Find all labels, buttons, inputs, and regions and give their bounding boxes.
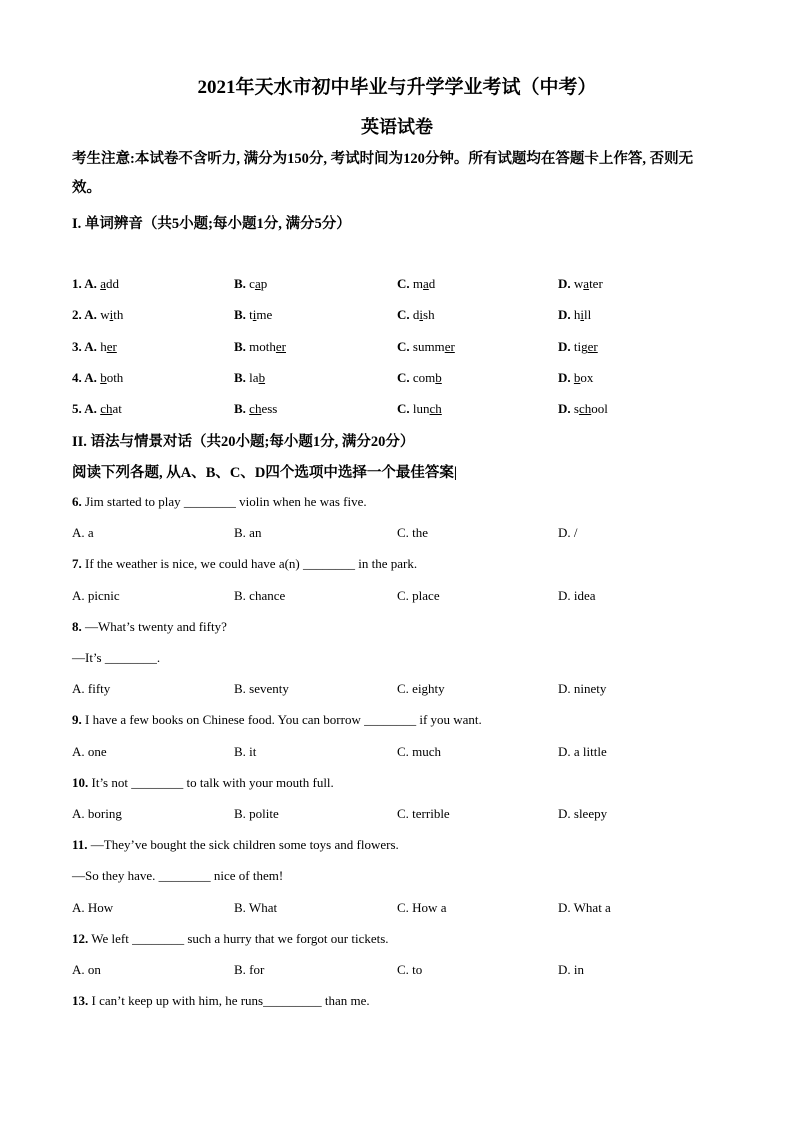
page-title: 2021年天水市初中毕业与升学学业考试（中考） xyxy=(197,77,597,98)
answer-option: C. place xyxy=(397,587,440,603)
answer-option: C. much xyxy=(397,743,442,759)
question-stem xyxy=(72,837,399,853)
question-text: If the weather is nice, we could have a(n) ________ in the park. xyxy=(81,556,418,572)
pronunciation-option xyxy=(397,307,435,323)
answer-option: A. on xyxy=(72,962,101,977)
answer-option: A. one xyxy=(72,743,107,759)
underlined-letters: b xyxy=(258,369,266,385)
question-stem xyxy=(72,650,160,666)
underlined-letters: ch xyxy=(100,401,113,417)
underlined-letters: ch xyxy=(429,401,442,417)
pronunciation-option xyxy=(397,370,442,386)
option-letter: C. xyxy=(397,276,413,291)
option-letter: A. xyxy=(84,369,101,385)
word-suffix: ool xyxy=(591,401,608,417)
pronunciation-option xyxy=(558,370,593,386)
option-letter: D. xyxy=(558,307,574,323)
underlined-letters: i xyxy=(252,307,257,323)
word-prefix: h xyxy=(573,307,581,323)
question-number: 13. xyxy=(72,993,89,1009)
option-letter: D. xyxy=(558,369,574,385)
word-suffix: dd xyxy=(105,276,119,291)
option-letter: B. xyxy=(234,338,250,354)
question-number: 4. xyxy=(72,369,85,385)
pronunciation-option xyxy=(558,307,591,323)
answer-option: D. a little xyxy=(558,743,607,759)
question-number: 10. xyxy=(72,774,89,790)
word-prefix: moth xyxy=(249,338,276,354)
question-text: —What’s twenty and fifty? xyxy=(81,618,227,634)
answer-option: C. the xyxy=(397,525,429,541)
option-letter: A. xyxy=(84,401,101,417)
word-prefix: lun xyxy=(412,401,430,417)
pronunciation-option xyxy=(558,339,598,355)
question-text: —They’ve bought the sick children some toys and flowers. xyxy=(87,837,399,853)
question-number: 2. xyxy=(72,307,85,323)
question-text: I have a few books on Chinese food. You can borrow ________ if you want. xyxy=(81,712,482,728)
question-stem xyxy=(72,931,389,947)
underlined-letters: er xyxy=(587,338,598,354)
question-text: I can’t keep up with him, he runs_________ than me. xyxy=(88,993,370,1009)
answer-option: C. to xyxy=(397,962,423,977)
answer-option: D. sleepy xyxy=(558,806,608,821)
pronunciation-option xyxy=(72,307,123,323)
word-prefix: tig xyxy=(573,338,588,354)
underlined-letters: b xyxy=(435,369,442,385)
word-suffix: sh xyxy=(423,307,435,323)
word-prefix: w xyxy=(573,276,584,291)
underlined-letters: a xyxy=(100,276,106,291)
word-prefix: t xyxy=(249,307,253,323)
underlined-letters: ch xyxy=(578,401,592,417)
option-letter: B. xyxy=(234,369,250,385)
pronunciation-option xyxy=(397,339,455,355)
option-letter: C. xyxy=(397,369,413,385)
word-prefix: s xyxy=(573,401,579,417)
question-stem xyxy=(72,712,482,728)
question-text: —It’s ________. xyxy=(72,650,161,665)
underlined-letters: a xyxy=(583,276,590,291)
word-suffix: d xyxy=(428,276,436,291)
option-letter: C. xyxy=(397,338,413,354)
question-number: 6. xyxy=(72,494,82,509)
word-prefix: h xyxy=(100,338,107,354)
word-prefix: c xyxy=(249,276,255,291)
pronunciation-option xyxy=(234,307,272,323)
word-suffix: ll xyxy=(584,307,592,323)
underlined-letters: a xyxy=(254,276,261,291)
question-stem xyxy=(72,556,417,572)
answer-option: D. / xyxy=(558,525,578,541)
answer-option: B. it xyxy=(234,743,257,759)
underlined-letters: i xyxy=(580,307,585,323)
underlined-letters: ch xyxy=(249,401,262,417)
question-stem xyxy=(72,993,370,1009)
answer-option: A. picnic xyxy=(72,587,120,603)
word-prefix: m xyxy=(412,276,424,291)
answer-option: B. chance xyxy=(234,587,286,603)
word-suffix: p xyxy=(260,276,268,291)
question-number: 8. xyxy=(72,618,82,634)
pronunciation-option xyxy=(72,401,122,417)
question-number: 7. xyxy=(72,556,82,572)
question-text: We left ________ such a hurry that we forgot our tickets. xyxy=(88,930,389,946)
question-text: It’s not ________ to talk with your mouth full. xyxy=(88,774,334,790)
word-prefix: w xyxy=(100,307,110,323)
option-letter: C. xyxy=(397,401,413,417)
question-stem xyxy=(72,494,367,510)
question-stem xyxy=(72,775,334,791)
pronunciation-option xyxy=(397,276,435,292)
underlined-letters: er xyxy=(106,338,117,354)
pronunciation-option xyxy=(234,339,286,355)
question-text: —So they have. ________ nice of them! xyxy=(72,868,284,884)
underlined-letters: b xyxy=(100,369,107,385)
word-prefix: la xyxy=(249,369,259,385)
option-letter: A. xyxy=(84,338,101,354)
option-letter: B. xyxy=(234,401,250,417)
answer-option: C. How a xyxy=(397,899,447,915)
answer-option: A. boring xyxy=(72,806,122,821)
exam-notice: 考生注意:本试卷不含听力, 满分为150分, 考试时间为120分钟。所有试题均在答题卡上作答, 否则无效。 xyxy=(72,151,694,196)
answer-option: D. ninety xyxy=(558,681,607,697)
underlined-letters: a xyxy=(423,276,429,291)
pronunciation-option xyxy=(234,401,277,417)
word-prefix: com xyxy=(412,369,436,385)
answer-option: C. terrible xyxy=(397,806,450,821)
pronunciation-option xyxy=(72,276,119,292)
section-2-heading: II. 语法与情景对话（共20小题;每小题1分, 满分20分） xyxy=(72,434,415,450)
word-prefix: summ xyxy=(412,338,445,354)
underlined-letters: i xyxy=(109,307,114,323)
word-suffix: at xyxy=(112,401,122,417)
underlined-letters: er xyxy=(444,338,455,354)
option-letter: B. xyxy=(234,276,250,291)
question-number: 12. xyxy=(72,930,89,946)
answer-option: D. idea xyxy=(558,587,596,603)
answer-option: D. What a xyxy=(558,899,611,915)
word-suffix: ess xyxy=(261,401,278,417)
option-letter: A. xyxy=(84,276,101,291)
option-letter: B. xyxy=(234,307,250,323)
pronunciation-option xyxy=(397,401,442,417)
word-suffix: ox xyxy=(580,369,594,385)
word-suffix: ter xyxy=(589,276,603,291)
answer-option: B. an xyxy=(234,525,262,541)
underlined-letters: i xyxy=(419,307,424,323)
pronunciation-option xyxy=(234,276,267,292)
word-prefix: d xyxy=(412,307,420,323)
pronunciation-option xyxy=(558,401,608,417)
answer-option: A. fifty xyxy=(72,681,111,697)
word-suffix: th xyxy=(113,307,124,323)
underlined-letters: er xyxy=(275,338,287,354)
answer-option: B. seventy xyxy=(234,681,289,697)
pronunciation-option xyxy=(558,276,603,292)
answer-option: A. How xyxy=(72,899,114,915)
answer-option: D. in xyxy=(558,962,584,977)
pronunciation-option xyxy=(234,370,265,386)
question-text: Jim started to play ________ violin when he was five. xyxy=(81,494,367,509)
question-stem xyxy=(72,868,283,884)
underlined-letters: b xyxy=(573,369,581,385)
option-letter: C. xyxy=(397,307,413,323)
question-number: 11. xyxy=(72,837,88,853)
answer-option: B. for xyxy=(234,962,265,977)
option-letter: D. xyxy=(558,276,574,291)
question-number: 9. xyxy=(72,712,82,728)
answer-option: A. a xyxy=(72,525,94,541)
question-stem xyxy=(72,619,227,635)
page-subtitle: 英语试卷 xyxy=(361,117,433,137)
question-number: 5. xyxy=(72,401,85,417)
section-2-instruction: 阅读下列各题, 从A、B、C、D四个选项中选择一个最佳答案| xyxy=(72,465,458,481)
option-letter: A. xyxy=(84,307,101,323)
answer-option: B. What xyxy=(234,899,278,915)
option-letter: D. xyxy=(558,338,574,354)
answer-option: B. polite xyxy=(234,806,279,821)
section-1-heading: I. 单词辨音（共5小题;每小题1分, 满分5分） xyxy=(72,216,351,232)
question-number: 1. xyxy=(72,276,85,291)
pronunciation-option xyxy=(72,370,123,386)
option-letter: D. xyxy=(558,401,574,417)
pronunciation-option xyxy=(72,339,117,355)
word-suffix: me xyxy=(256,307,273,323)
word-suffix: oth xyxy=(106,369,124,385)
question-number: 3. xyxy=(72,338,85,354)
answer-option: C. eighty xyxy=(397,681,445,697)
